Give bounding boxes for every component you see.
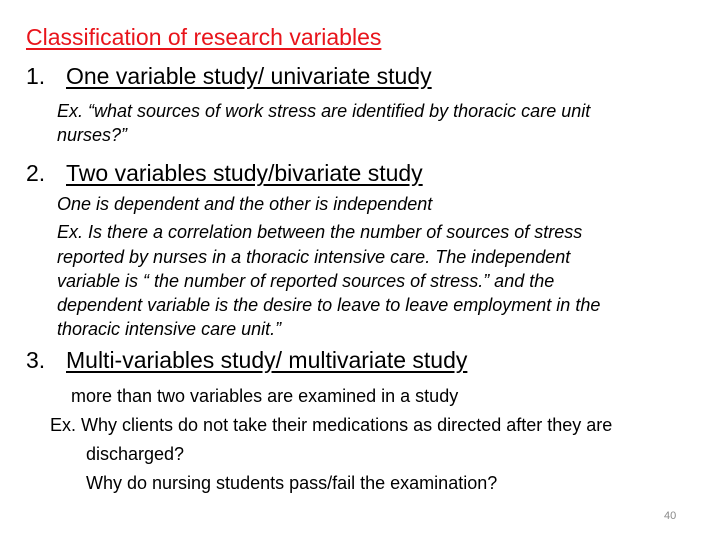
- section-3-line-4: Why do nursing students pass/fail the examination?: [86, 473, 498, 493]
- section-2-line-1: One is dependent and the other is independent: [57, 194, 433, 214]
- section-3-number: 3.: [26, 347, 46, 373]
- section-3-line-3: discharged?: [86, 444, 185, 464]
- section-2-number: 2.: [26, 160, 46, 186]
- slide-title: Classification of research variables: [26, 24, 382, 50]
- section-2-heading: Two variables study/bivariate study: [66, 160, 423, 186]
- section-2-line-5: dependent variable is the desire to leave to leave employment in the: [57, 295, 601, 315]
- page-number: 40: [664, 510, 677, 522]
- section-2-line-3: reported by nurses in a thoracic intensive care. The independent: [57, 247, 571, 267]
- section-1-number: 1.: [26, 63, 46, 89]
- section-3-line-1: more than two variables are examined in a study: [71, 386, 459, 406]
- section-2-line-2: Ex. Is there a correlation between the number of sources of stress: [57, 222, 583, 242]
- section-3-line-2: Ex. Why clients do not take their medications as directed after they are: [50, 415, 613, 435]
- section-1-line-1: Ex. “what sources of work stress are identified by thoracic care unit: [57, 101, 591, 121]
- section-1-line-2: nurses?”: [57, 125, 128, 145]
- section-1-heading: One variable study/ univariate study: [66, 63, 432, 89]
- section-3-heading: Multi-variables study/ multivariate study: [66, 347, 468, 373]
- section-2-line-6: thoracic intensive care unit.”: [57, 319, 282, 339]
- section-2-line-4: variable is “ the number of reported sources of stress.” and the: [57, 271, 555, 291]
